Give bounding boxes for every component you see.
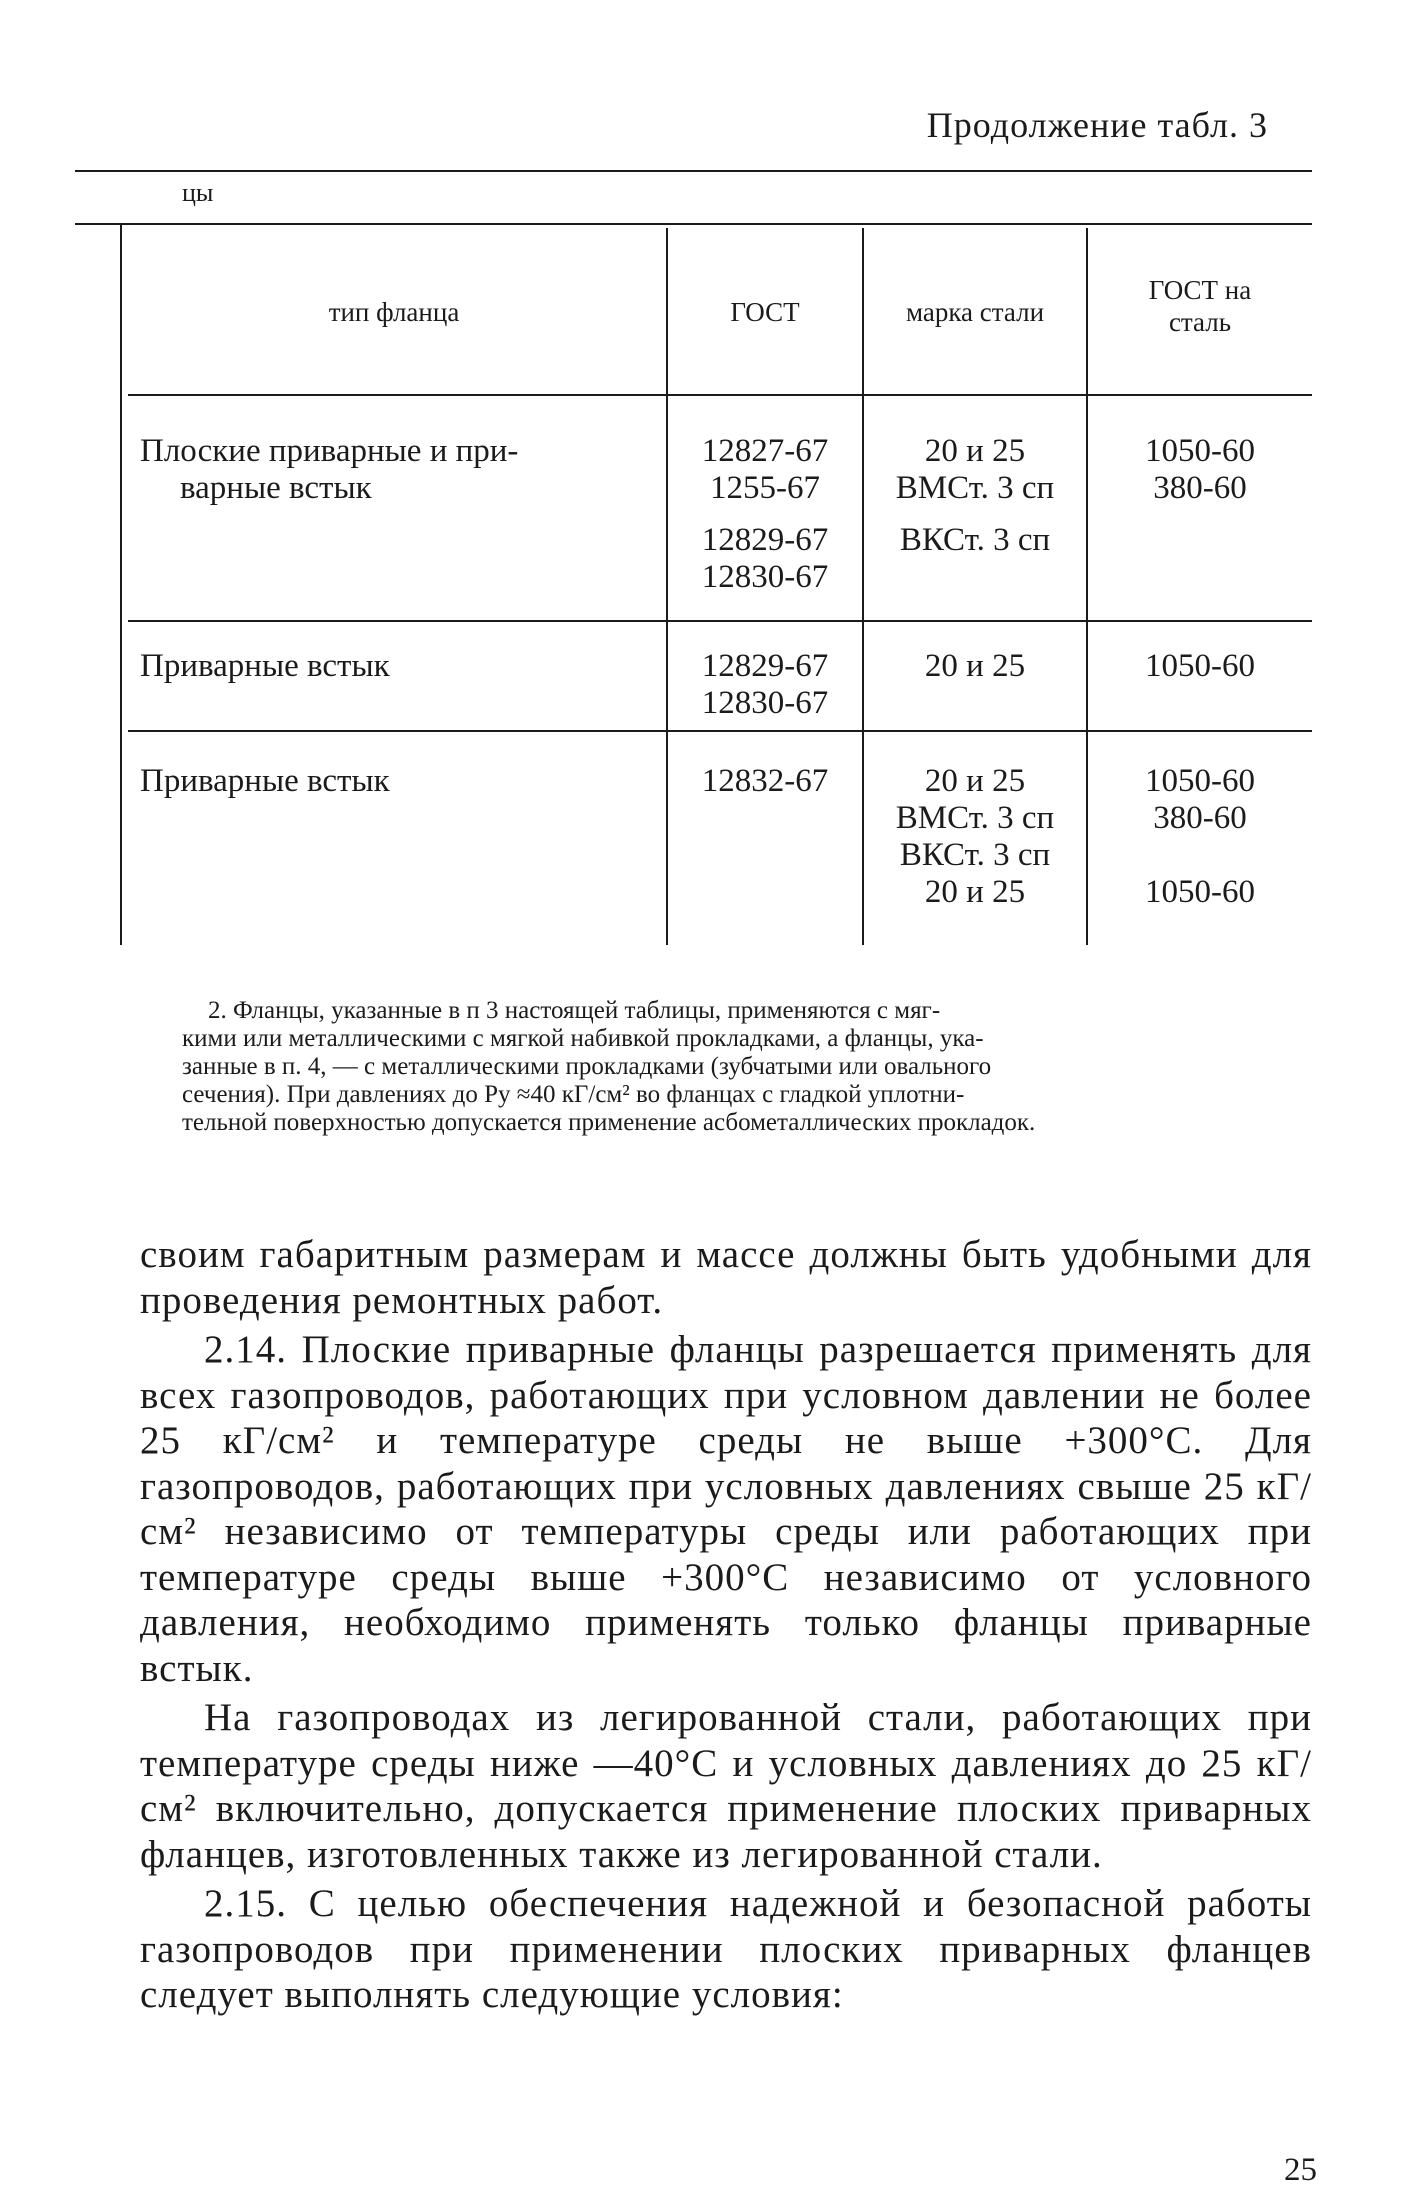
row3-steel2: ВМСт. 3 сп bbox=[895, 800, 1055, 836]
row2-type-line1: Приварные встык bbox=[140, 648, 390, 684]
body-paragraph-4: 2.15. С целью обеспечения надежной и безопасной работы газопроводов при применении плоских приварных фланцев следует выполнять следующие условия: bbox=[140, 1882, 1312, 2016]
row3-steel-gost4: 1050-60 bbox=[1145, 874, 1255, 910]
col-header-steel-grade: марка стали bbox=[905, 297, 1045, 327]
table-divider-1 bbox=[666, 228, 668, 945]
row1-steel-gost bbox=[1092, 433, 1308, 507]
body-paragraph-1: своим габаритным размерам и массе должны быть удобными для проведения ремонтных работ. bbox=[140, 1233, 1312, 1322]
body-paragraph-3: На газопроводах из легированной стали, работающих при температуре среды ниже —40°С и условных давлениях до 25 кГ/см² включительно, допускается применение плоских приварных фланцев, изготовленных также из легированной стали. bbox=[140, 1696, 1312, 1876]
table-row1-rule bbox=[128, 620, 1312, 622]
continuation-caption: Продолжение табл. 3 bbox=[926, 105, 1268, 145]
note-line-1: 2. Фланцы, указанные в п 3 настоящей таблицы, применяются с мяг- bbox=[208, 997, 941, 1024]
table-header-top-rule bbox=[75, 223, 1312, 225]
table-top-label: цы bbox=[182, 178, 214, 207]
row3-flange-type bbox=[140, 763, 650, 800]
row3-type-line1: Приварные встык bbox=[140, 763, 390, 799]
table-note bbox=[182, 997, 1312, 1137]
row2-steel bbox=[868, 648, 1082, 685]
row1-steel-a2: ВМСт. 3 сп bbox=[895, 470, 1055, 506]
body-text bbox=[140, 1232, 1312, 2018]
row1-gost-b bbox=[672, 522, 858, 596]
row2-gost1: 12829-67 bbox=[701, 648, 829, 684]
row1-flange-type bbox=[140, 433, 650, 507]
row1-steel-gost2: 380-60 bbox=[1153, 470, 1247, 506]
row2-steel1: 20 и 25 bbox=[924, 648, 1026, 684]
row1-gost-a1: 12827-67 bbox=[701, 433, 829, 469]
col-header-steel-gost bbox=[1088, 274, 1312, 338]
table-row2-rule bbox=[128, 730, 1312, 732]
row3-steel bbox=[868, 763, 1082, 911]
row2-steel-gost1: 1050-60 bbox=[1145, 648, 1255, 684]
row2-gost2: 12830-67 bbox=[701, 685, 829, 721]
row3-steel1: 20 и 25 bbox=[924, 763, 1026, 799]
col-header-flange-type: тип фланца bbox=[328, 297, 460, 327]
row3-steel4: 20 и 25 bbox=[924, 874, 1026, 910]
row1-steel-a1: 20 и 25 bbox=[924, 433, 1026, 469]
row3-gost1: 12832-67 bbox=[701, 763, 829, 799]
note-line-2: кими или металлическими с мягкой набивкой прокладками, а фланцы, ука- bbox=[182, 1025, 984, 1052]
row1-steel-gost1: 1050-60 bbox=[1145, 433, 1255, 469]
table-left-border bbox=[120, 223, 122, 945]
row3-steel-gost2: 380-60 bbox=[1153, 800, 1247, 836]
row3-steel-gost3 bbox=[1092, 837, 1308, 874]
table-top-rule bbox=[75, 170, 1312, 172]
note-line-4: сечения). При давлениях до Pу ≈40 кГ/см² во фланцах с гладкой уплотни- bbox=[182, 1081, 965, 1108]
row2-flange-type bbox=[140, 648, 650, 685]
col-header-gost: ГОСТ bbox=[730, 297, 800, 327]
row1-gost-b2: 12830-67 bbox=[701, 559, 829, 595]
row3-gost bbox=[672, 763, 858, 800]
body-paragraph-2: 2.14. Плоские приварные фланцы разрешается применять для всех газопроводов, работающих при условном давлении не более 25 кГ/см² и температуре среды не выше +300°С. Для газопроводов, работающих при условных давлениях свыше 25 кГ/см² независимо от температуры среды или работающих при температуре среды выше +300°С независимо от условного давления, необходимо применять только фланцы приварные встык. bbox=[140, 1328, 1312, 1690]
row1-gost-b1: 12829-67 bbox=[701, 522, 829, 558]
row3-steel3: ВКСт. 3 сп bbox=[899, 837, 1051, 873]
row1-steel-a bbox=[868, 433, 1082, 507]
table-divider-2 bbox=[862, 228, 864, 945]
table-header-bottom-rule bbox=[128, 394, 1312, 396]
row1-steel-b1: ВКСт. 3 сп bbox=[899, 522, 1051, 558]
row3-steel-gost1: 1050-60 bbox=[1145, 763, 1255, 799]
row1-gost-a2: 1255-67 bbox=[710, 470, 820, 506]
row3-steel-gost bbox=[1092, 763, 1308, 911]
row1-type-line2: варные встык bbox=[180, 470, 372, 506]
note-line-5: тельной поверхностью допускается применение асбометаллических прокладок. bbox=[182, 1109, 1036, 1136]
note-line-3: занные в п. 4, — с металлическими прокладками (зубчатыми или овального bbox=[182, 1053, 992, 1080]
row2-steel-gost bbox=[1092, 648, 1308, 685]
row1-steel-b bbox=[868, 522, 1082, 559]
row1-gost-a bbox=[672, 433, 858, 507]
steel-gost-header-text: ГОСТ на сталь bbox=[1148, 275, 1252, 337]
row2-gost bbox=[672, 648, 858, 722]
page-number: 25 bbox=[1284, 2152, 1317, 2188]
row1-type-line1: Плоские приварные и при- bbox=[140, 433, 519, 469]
